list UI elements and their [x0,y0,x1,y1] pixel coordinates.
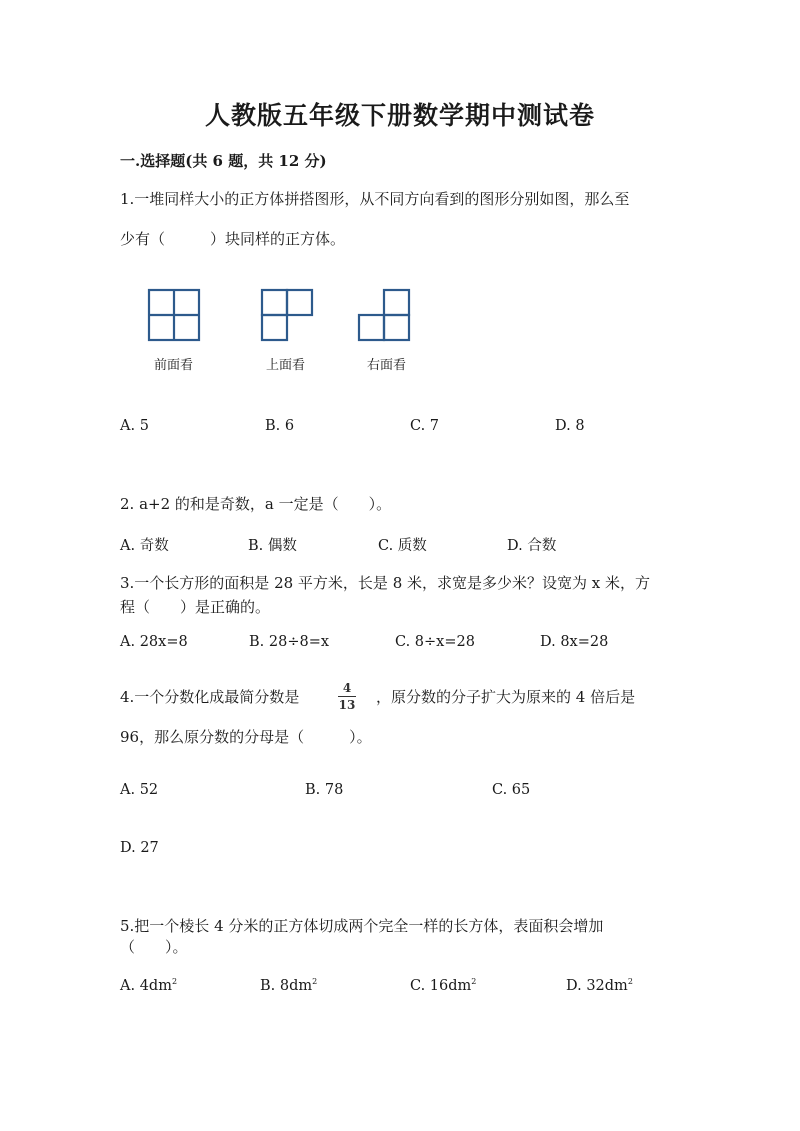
q3-option-c[interactable]: C. 8÷x=28 [395,634,475,650]
question-1-line-1: 1.一堆同样大小的正方体拼搭图形，从不同方向看到的图形分别如图，那么至 [120,190,630,208]
fraction-denominator: 13 [338,698,356,712]
section-heading: 一.选择题(共 6 题，共 12 分) [120,152,327,170]
q2-option-c[interactable]: C. 质数 [378,538,427,554]
q2-option-d[interactable]: D. 合数 [507,538,557,554]
front-view-label: 前面看 [154,358,194,373]
top-view-label: 上面看 [266,358,306,373]
question-5-line-1: 5.把一个棱长 4 分米的正方体切成两个完全一样的长方体，表面积会增加 [120,917,604,935]
q5-option-d[interactable] [566,977,633,994]
page-title: 人教版五年级下册数学期中测试卷 [204,101,595,130]
q3-option-b[interactable]: B. 28÷8=x [249,634,330,650]
q1-option-a[interactable]: A. 5 [120,418,149,434]
q5-option-a-text: A. 4dm [120,978,172,994]
q1-option-b[interactable]: B. 6 [265,418,295,434]
q5-option-b-text: B. 8dm [260,978,313,994]
q5-option-a[interactable] [120,977,177,994]
q4-option-b[interactable]: B. 78 [305,782,344,798]
fraction-4-13 [338,682,356,711]
question-4-line-1-before: 4.一个分数化成最简分数是 [120,688,300,706]
fraction-bar [338,696,356,697]
q5-option-c-text: C. 16dm [410,978,472,994]
q5-option-a-sup: 2 [171,977,178,986]
q4-option-c[interactable]: C. 65 [492,782,531,798]
cube-views-figure [140,280,430,350]
question-3-line-1: 3.一个长方形的面积是 28 平方米，长是 8 米，求宽是多少米？设宽为 x 米，方 [120,574,651,592]
question-3-line-2: 程（ ）是正确的。 [120,598,271,616]
q5-option-c[interactable] [410,977,476,994]
front-view-shape [149,290,199,340]
q5-option-b[interactable] [260,977,317,994]
question-2-line-1: 2. a+2 的和是奇数，a 一定是（ ）。 [120,495,392,513]
question-4-line-1-after: ，原分数的分子扩大为原来的 4 倍后是 [376,688,636,706]
q3-option-d[interactable]: D. 8x=28 [540,634,609,650]
q5-option-d-text: D. 32dm [566,978,628,994]
q3-option-a[interactable]: A. 28x=8 [120,634,188,650]
fraction-numerator: 4 [342,681,352,695]
q1-option-d[interactable]: D. 8 [555,418,585,434]
right-view-label: 右面看 [367,358,407,373]
question-1-line-2: 少有（ ）块同样的正方体。 [120,230,346,248]
top-view-shape [262,290,312,340]
q4-option-a[interactable]: A. 52 [120,782,159,798]
q5-option-b-sup: 2 [312,977,318,986]
question-5-line-2: （ ）。 [120,938,188,956]
q5-option-c-sup: 2 [471,977,477,986]
question-4-line-2: 96，那么原分数的分母是（ ）。 [120,728,372,746]
q2-option-a[interactable]: A. 奇数 [120,538,169,554]
q4-option-d[interactable]: D. 27 [120,840,159,856]
right-view-shape [359,290,409,340]
q1-option-c[interactable]: C. 7 [410,418,440,434]
q2-option-b[interactable]: B. 偶数 [248,538,297,554]
q5-option-d-sup: 2 [627,977,633,986]
